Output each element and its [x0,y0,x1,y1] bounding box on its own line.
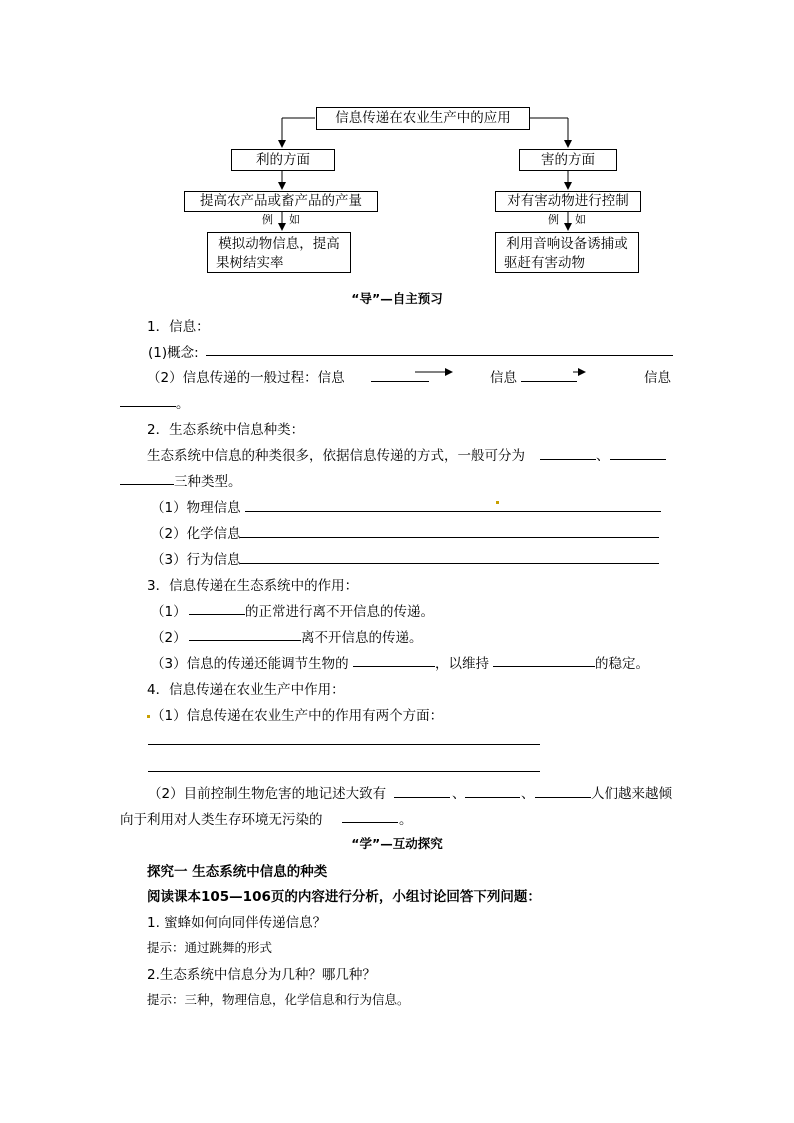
q1-arrow-1 [415,367,455,377]
q3-item2-blank[interactable] [189,640,301,641]
q3-item3-blank-1[interactable] [353,666,435,667]
q4-item2-sep-1: 、 [452,786,466,802]
explore-title: 探究一 生态系统中信息的种类 [147,864,328,880]
q3-item3-suffix: 的稳定。 [595,656,649,672]
q1-period: 。 [176,396,190,412]
q2-heading: 2．生态系统中信息种类： [147,422,305,438]
q2-text1: 生态系统中信息的种类很多，依据信息传递的方式，一般可分为 [147,448,525,464]
q3-item1-blank[interactable] [189,614,245,615]
diagram-trap-box [495,232,639,273]
explore-hint-1: 提示：通过跳舞的形式 [147,940,273,955]
trap-line2: 驱赶有害动物 [504,255,585,271]
q4-item2-blank-2[interactable] [465,797,520,798]
trap-line1: 利用音响设备诱捕或 [506,236,628,252]
q3-item1-suffix: 的正常进行离不开信息的传递。 [245,604,434,620]
q4-item2-blank-4[interactable] [342,822,398,823]
q1-process-blank-1[interactable] [371,381,429,382]
diagram-harm-box: 害的方面 [519,149,617,171]
explore-instruction: 阅读课本105—106页的内容进行分析，小组讨论回答下列问题： [147,889,541,905]
q1-process-mid: 信息 [490,370,517,386]
q2-blank-2[interactable] [610,459,666,460]
q4-item2-prefix: （2）目前控制生物危害的地记述大致有 [148,786,387,802]
q3-item3-prefix: （3）信息的传递还能调节生物的 [151,656,349,672]
q1-arrow-2 [573,367,587,377]
q2-sep: 、 [596,448,610,464]
q4-item2-blank-1[interactable] [394,797,450,798]
example-label-left-1: 例 [262,213,273,226]
q1-concept-label: (1)概念: [148,345,199,361]
section-title-explore: “学”—互动探究 [351,836,443,851]
q1-process-prefix: （2）信息传递的一般过程：信息 [147,370,345,386]
q1-heading: 1．信息： [147,319,210,335]
highlight-mark-1 [496,501,499,504]
q4-period: 。 [399,812,413,828]
q4-item2-line2: 向于利用对人类生存环境无污染的 [120,812,323,828]
example-label-right-1: 例 [548,213,559,226]
flow-diagram-connectors [0,0,794,290]
q2-item3-blank[interactable] [240,563,659,564]
simulate-line1: 模拟动物信息，提高 [218,236,340,252]
q3-item2-prefix: （2） [151,630,187,646]
highlight-mark-2 [147,715,150,718]
q2-blank-3[interactable] [120,484,174,485]
q2-item2-blank[interactable] [240,537,659,538]
example-label-left-2: 如 [289,213,300,226]
q1-process-end: 信息 [644,370,671,386]
diagram-simulate-box [207,232,351,273]
q2-item1-blank[interactable] [245,511,661,512]
simulate-line2: 果树结实率 [216,255,284,271]
section-title-preview: “导”—自主预习 [351,291,443,306]
q4-item1: （1）信息传递在农业生产中的作用有两个方面： [151,708,444,724]
q3-item1-prefix: （1） [151,604,187,620]
q2-item2: （2）化学信息 [151,526,241,542]
q4-item2-sep-2: 、 [521,786,535,802]
q2-item1: （1）物理信息 [151,500,241,516]
q1-process-blank-3[interactable] [120,406,176,407]
q3-item2-suffix: 离不开信息的传递。 [301,630,423,646]
explore-hint-2: 提示：三种，物理信息，化学信息和行为信息。 [147,992,410,1007]
q3-heading: 3．信息传递在生态系统中的作用： [147,578,359,594]
q1-concept-blank[interactable] [206,355,673,356]
diagram-control-box: 对有害动物进行控制 [495,191,641,212]
q3-item3-mid: ，以维持 [435,656,489,672]
q1-process-blank-2[interactable] [521,381,577,382]
q4-item1-blank-1[interactable] [148,744,540,745]
q2-item3: （3）行为信息 [151,552,241,568]
q4-item2-blank-3[interactable] [535,797,591,798]
q2-text2: 三种类型。 [174,474,242,490]
example-label-right-2: 如 [575,213,586,226]
explore-question-2: 2.生态系统中信息分为几种？哪几种？ [147,967,376,983]
q3-item3-blank-2[interactable] [493,666,595,667]
q4-item2-tail: 人们越来越倾 [591,786,672,802]
q4-item1-blank-2[interactable] [148,771,540,772]
diagram-benefit-box: 利的方面 [231,149,335,171]
q4-heading: 4．信息传递在农业生产中作用： [147,682,345,698]
q2-blank-1[interactable] [540,459,596,460]
diagram-yield-box: 提高农产品或畜产品的产量 [184,191,378,212]
diagram-root-box: 信息传递在农业生产中的应用 [316,107,530,130]
explore-question-1: 1. 蜜蜂如何向同伴传递信息？ [147,915,327,931]
